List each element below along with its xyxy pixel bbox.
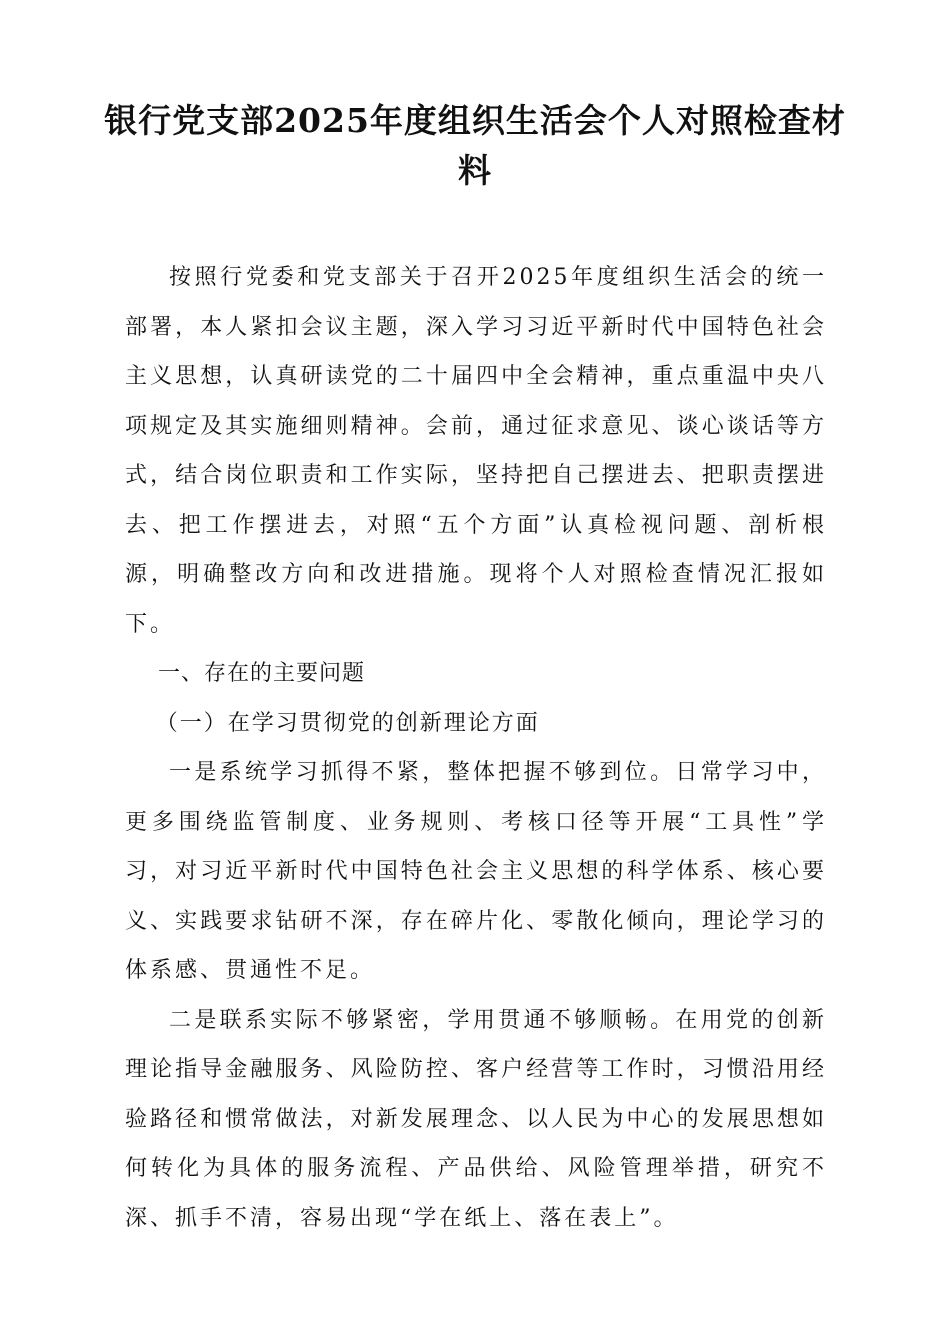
- section-heading: 一、存在的主要问题: [158, 661, 366, 686]
- document-body: [125, 253, 827, 1243]
- point-two-paragraph: 二是联系实际不够紧密，学用贯通不够顺畅。在用党的创新理论指导金融服务、风险防控、客户经营等工作时，习惯沿用经验路径和惯常做法，对新发展理念、以人民为中心的发展思想如何转化为具体的服务流程、产品供给、风险管理举措，研究不深、抓手不清，容易出现“学在纸上、落在表上”。: [125, 1007, 827, 1231]
- document-title: 银行党支部2025年度组织生活会个人对照检查材料: [104, 101, 846, 190]
- subsection-heading: （一）在学习贯彻党的创新理论方面: [155, 710, 540, 736]
- point-one-paragraph: 一是系统学习抓得不紧，整体把握不够到位。日常学习中，更多围绕监管制度、业务规则、考核口径等开展“工具性”学习，对习近平新时代中国特色社会主义思想的科学体系、核心要义、实践要求钻研不深，存在碎片化、零散化倾向，理论学习的体系感、贯通性不足。: [125, 760, 827, 983]
- intro-paragraph: 按照行党委和党支部关于召开2025年度组织生活会的统一部署，本人紧扣会议主题，深入学习习近平新时代中国特色社会主义思想，认真研读党的二十届四中全会精神，重点重温中央八项规定及其实施细则精神。会前，通过征求意见、谈心谈话等方式，结合岗位职责和工作实际，坚持把自己摆进去、把职责摆进去、把工作摆进去，对照“五个方面”认真检视问题、剖析根源，明确整改方向和改进措施。现将个人对照检查情况汇报如下。: [125, 265, 827, 637]
